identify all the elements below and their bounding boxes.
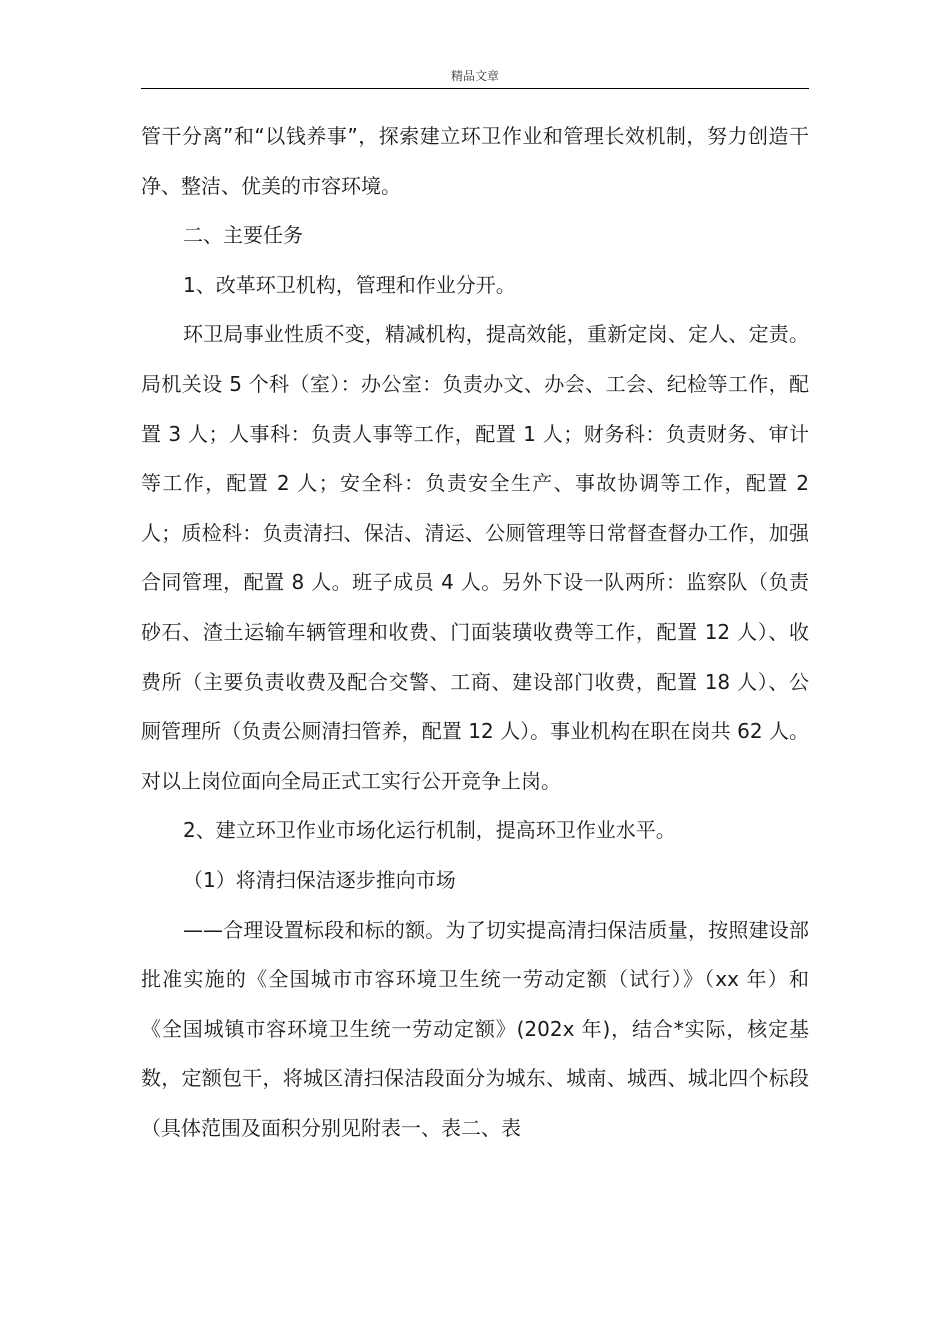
header-divider xyxy=(141,88,809,89)
document-body xyxy=(141,112,809,1153)
page-header: 精品文章 xyxy=(450,69,499,83)
subheading-market-mechanism: 2、建立环卫作业市场化运行机制，提高环卫作业水平。 xyxy=(183,818,676,843)
paragraph-intro-continuation: 管干分离”和“以钱养事”，探索建立环卫作业和管理长效机制，努力创造干净、整洁、优美的市容环境。 xyxy=(141,124,809,198)
subheading-cleaning-to-market: （1）将清扫保洁逐步推向市场 xyxy=(183,867,456,892)
paragraph-institution-details: 环卫局事业性质不变，精减机构，提高效能，重新定岗、定人、定责。局机关设 5 个科（室）：办公室：负责办文、办会、工会、纪检等工作，配置 3 人；人事科：负责人事等工作，配置 1 人；财务科：负责财务、审计等工作，配置 2 人；安全科：负责安全生产、事故协调等工作，配置 2 人；质检科：负责清扫、保洁、清运、公厕管理等日常督查督办工作，加强合同管理，配置 8 人。班子成员 4 人。另外下设一队两所：监察队（负责砂石、渣土运输车辆管理和收费、门面装璜收费等工作，配置 12 人）、收费所（主要负责收费及配合交警、工商、建设部门收费，配置 18 人）、公厕管理所（负责公厕清扫管养，配置 12 人）。事业机构在职在岗共 62 人。对以上岗位面向全局正式工实行公开竞争上岗。 xyxy=(141,322,809,793)
subheading-reform-institutions: 1、改革环卫机构，管理和作业分开。 xyxy=(183,272,516,297)
section-heading-main-tasks: 二、主要任务 xyxy=(183,223,303,248)
paragraph-bid-sections: ——合理设置标段和标的额。为了切实提高清扫保洁质量，按照建设部批准实施的《全国城市市容环境卫生统一劳动定额（试行）》（xx 年）和《全国城镇市容环境卫生统一劳动定额》(202x 年)，结合*实际，核定基数，定额包干，将城区清扫保洁段面分为城东、城南、城西、城北四个标段（具体范围及面积分别见附表一、表二、表 xyxy=(141,917,809,1140)
